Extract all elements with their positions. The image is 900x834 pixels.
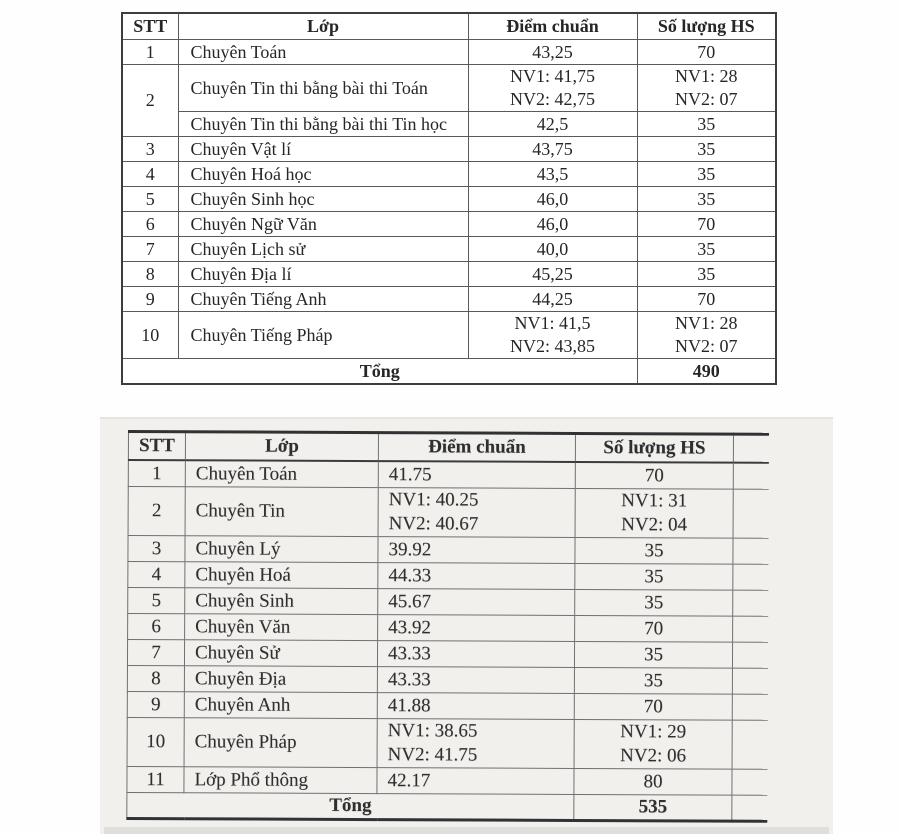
class-name: Lớp Phổ thông [184, 767, 377, 794]
scan-bottom-shadow [104, 827, 829, 834]
cutoff-score: 41.75 [378, 461, 575, 488]
class-name: Chuyên Sử [184, 640, 377, 667]
column-header-stt: STT [122, 13, 178, 40]
empty-cell [733, 538, 768, 564]
row-number: 10 [127, 717, 184, 766]
column-header-stt: STT [128, 432, 185, 461]
cutoff-score-line: NV1: 41,75 [510, 66, 595, 86]
empty-cell [732, 668, 767, 694]
cutoff-score: 43,25 [468, 40, 637, 65]
student-count-line: NV1: 31 [621, 490, 688, 512]
row-number: 1 [128, 460, 185, 487]
column-header-diem-chuan: Điểm chuẩn [468, 13, 637, 40]
total-student-count: 490 [637, 359, 776, 385]
row-number: 4 [122, 162, 178, 187]
header-row [122, 13, 776, 40]
cutoff-score: 46,0 [468, 187, 637, 212]
row-number: 9 [122, 287, 178, 312]
cutoff-score-table-bottom [126, 430, 768, 823]
table-row [128, 487, 768, 539]
row-number: 2 [122, 65, 178, 137]
table-row [122, 65, 776, 112]
class-name: Chuyên Văn [185, 614, 378, 641]
column-header-so-luong-hs: Số lượng HS [575, 433, 733, 462]
scanned-table-bottom [126, 430, 768, 823]
row-number: 6 [128, 614, 185, 640]
row-number: 5 [128, 588, 185, 614]
column-header-lop: Lớp [178, 13, 468, 40]
cutoff-score [468, 65, 637, 112]
cutoff-score: 44,25 [468, 287, 637, 312]
table-row [128, 588, 768, 617]
scanned-table-top [121, 12, 777, 385]
student-count: 35 [574, 641, 732, 668]
row-number: 4 [128, 562, 185, 588]
student-count-line: NV2: 04 [621, 514, 688, 536]
table-row [122, 162, 776, 187]
class-name: Chuyên Tin thi bằng bài thi Toán [178, 65, 468, 112]
cutoff-score-line: NV2: 42,75 [510, 89, 595, 109]
cutoff-score-line: NV2: 41.75 [387, 744, 478, 766]
table-row [122, 262, 776, 287]
table-row [122, 312, 776, 359]
row-number: 8 [127, 665, 184, 691]
column-header-lop: Lớp [185, 432, 378, 461]
cutoff-score: 43.33 [377, 641, 574, 668]
cutoff-score-line: NV2: 40.67 [388, 513, 479, 535]
table-row [127, 691, 767, 720]
student-count-line: NV2: 07 [675, 336, 738, 356]
table-row [122, 40, 776, 65]
student-count: 70 [637, 40, 776, 65]
class-name: Chuyên Sinh học [178, 187, 468, 212]
table-row [122, 212, 776, 237]
table-row [127, 665, 767, 694]
empty-cell [732, 769, 767, 795]
cutoff-score: 43,75 [468, 137, 637, 162]
table-row [128, 614, 768, 643]
table-row [127, 640, 767, 669]
student-count: 70 [574, 693, 732, 720]
empty-cell [733, 590, 768, 616]
row-number: 11 [127, 766, 184, 792]
class-name: Chuyên Toán [185, 460, 378, 487]
table-row [128, 562, 768, 591]
student-count: 35 [575, 589, 733, 616]
class-name: Chuyên Hoá học [178, 162, 468, 187]
student-count: 35 [574, 667, 732, 694]
header-row [128, 432, 768, 463]
row-number: 1 [122, 40, 178, 65]
class-name: Chuyên Địa [184, 666, 377, 693]
row-number: 9 [127, 691, 184, 717]
row-number: 10 [122, 312, 178, 359]
table-row [122, 287, 776, 312]
empty-cell [733, 564, 768, 590]
student-count: 35 [637, 187, 776, 212]
row-number: 5 [122, 187, 178, 212]
column-header-empty [733, 434, 768, 463]
student-count [575, 488, 733, 538]
student-count: 35 [637, 137, 776, 162]
student-count-line: NV2: 06 [620, 745, 687, 767]
class-name: Chuyên Tin [185, 487, 378, 537]
table-row [122, 237, 776, 262]
student-count: 35 [637, 162, 776, 187]
cutoff-score: 43.92 [378, 615, 575, 642]
student-count-line: NV2: 07 [675, 89, 738, 109]
class-name: Chuyên Lý [185, 536, 378, 563]
cutoff-score-table-top [121, 12, 777, 385]
cutoff-score: 42,5 [468, 112, 637, 137]
cutoff-score: 45.67 [378, 589, 575, 616]
row-number: 3 [128, 536, 185, 562]
cutoff-score: 40,0 [468, 237, 637, 262]
student-count [637, 312, 776, 359]
class-name: Chuyên Tiếng Pháp [178, 312, 468, 359]
student-count: 35 [575, 537, 733, 564]
row-number: 3 [122, 137, 178, 162]
cutoff-score: 43.33 [377, 667, 574, 694]
cutoff-score: 45,25 [468, 262, 637, 287]
class-name: Chuyên Toán [178, 40, 468, 65]
empty-cell [733, 489, 768, 538]
student-count [574, 719, 732, 769]
student-count-line: NV1: 28 [675, 313, 738, 333]
class-name: Chuyên Anh [184, 692, 377, 719]
cutoff-score [378, 488, 575, 538]
empty-cell [733, 616, 768, 642]
class-name: Chuyên Pháp [184, 718, 377, 768]
student-count-line: NV1: 28 [675, 66, 738, 86]
cutoff-score-line: NV1: 41,5 [514, 313, 591, 333]
cutoff-score: 46,0 [468, 212, 637, 237]
total-student-count: 535 [574, 794, 732, 821]
class-name: Chuyên Sinh [185, 588, 378, 615]
class-name: Chuyên Lịch sử [178, 237, 468, 262]
row-number: 2 [128, 487, 185, 536]
class-name: Chuyên Tiếng Anh [178, 287, 468, 312]
class-name: Chuyên Ngữ Văn [178, 212, 468, 237]
total-row [122, 359, 776, 385]
row-number: 8 [122, 262, 178, 287]
class-name: Chuyên Hoá [185, 562, 378, 589]
student-count: 35 [575, 563, 733, 590]
table-body-bottom [127, 460, 769, 821]
total-label: Tổng [122, 359, 637, 385]
cutoff-score-line: NV1: 38.65 [387, 720, 478, 742]
table-row [128, 536, 768, 565]
table-row [122, 137, 776, 162]
column-header-so-luong-hs: Số lượng HS [637, 13, 776, 40]
cutoff-score: 41.88 [377, 693, 574, 720]
empty-cell [732, 720, 767, 769]
student-count: 35 [637, 237, 776, 262]
class-name: Chuyên Vật lí [178, 137, 468, 162]
cutoff-score-line: NV1: 40.25 [388, 489, 479, 511]
cutoff-score: 42.17 [377, 768, 574, 795]
class-name: Chuyên Địa lí [178, 262, 468, 287]
cutoff-score: 44.33 [378, 563, 575, 590]
cutoff-score: 43,5 [468, 162, 637, 187]
total-row [127, 792, 767, 821]
student-count: 80 [574, 768, 732, 795]
student-count-line: NV1: 29 [620, 721, 687, 743]
cutoff-score: 39.92 [378, 537, 575, 564]
empty-cell [732, 795, 767, 821]
cutoff-score [468, 312, 637, 359]
student-count: 70 [575, 615, 733, 642]
total-label: Tổng [127, 792, 574, 820]
table-row [127, 717, 767, 769]
table-body-top [122, 40, 776, 385]
table-row [128, 460, 768, 489]
student-count: 35 [637, 112, 776, 137]
row-number: 6 [122, 212, 178, 237]
empty-cell [732, 642, 767, 668]
row-number: 7 [122, 237, 178, 262]
student-count: 70 [637, 287, 776, 312]
empty-cell [732, 694, 767, 720]
class-name: Chuyên Tin thi bằng bài thi Tin học [178, 112, 468, 137]
cutoff-score [377, 719, 574, 769]
row-number: 7 [127, 640, 184, 666]
student-count: 35 [637, 262, 776, 287]
table-row [122, 112, 776, 137]
student-count: 70 [637, 212, 776, 237]
empty-cell [733, 463, 768, 490]
table-row [122, 187, 776, 212]
cutoff-score-line: NV2: 43,85 [510, 336, 595, 356]
student-count [637, 65, 776, 112]
column-header-diem-chuan: Điểm chuẩn [378, 433, 575, 462]
student-count: 70 [575, 462, 733, 489]
table-row [127, 766, 767, 795]
